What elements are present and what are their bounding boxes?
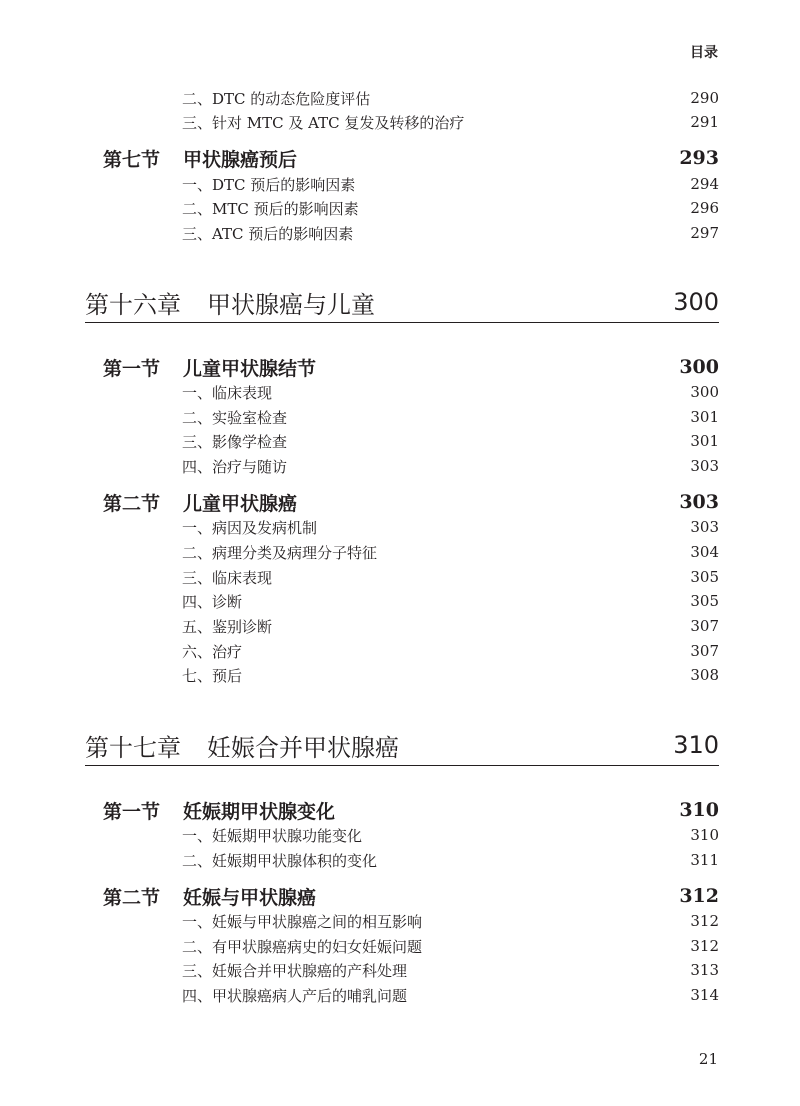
item-title: 一、妊娠与甲状腺癌之间的相互影响	[182, 912, 423, 931]
chapter-title: 甲状腺癌与儿童	[207, 290, 375, 319]
toc-item[interactable]	[182, 935, 719, 957]
toc-item[interactable]	[182, 516, 719, 538]
toc-section[interactable]	[103, 882, 719, 910]
toc-item[interactable]	[182, 566, 719, 588]
item-title: 四、甲状腺癌病人产后的哺乳问题	[182, 986, 408, 1005]
item-title: 五、鉴别诊断	[182, 617, 273, 636]
section-title: 儿童甲状腺癌	[183, 492, 298, 515]
section-page: 310	[679, 799, 719, 821]
item-page: 304	[690, 543, 719, 561]
item-title: 三、影像学检查	[182, 432, 288, 451]
toc-item[interactable]	[182, 910, 719, 932]
item-title: 三、针对 MTC 及 ATC 复发及转移的治疗	[182, 113, 465, 132]
toc-item[interactable]	[182, 664, 719, 686]
item-page: 291	[690, 113, 719, 131]
item-page: 313	[690, 961, 719, 979]
item-page: 301	[690, 432, 719, 450]
toc-section[interactable]	[103, 796, 719, 824]
section-page: 312	[679, 885, 719, 907]
section-page: 300	[679, 356, 719, 378]
item-title: 二、DTC 的动态危险度评估	[182, 89, 371, 108]
item-page: 297	[690, 224, 719, 242]
toc-item[interactable]	[182, 173, 719, 195]
chapter-number: 第十六章	[85, 290, 181, 319]
item-title: 六、治疗	[182, 642, 243, 661]
item-title: 四、诊断	[182, 592, 243, 611]
item-title: 三、临床表现	[182, 568, 273, 587]
toc-item[interactable]	[182, 381, 719, 403]
toc-item[interactable]	[182, 640, 719, 662]
toc-item[interactable]	[182, 430, 719, 452]
item-page: 307	[690, 617, 719, 635]
toc-item[interactable]	[182, 590, 719, 612]
item-title: 四、治疗与随访	[182, 457, 288, 476]
item-title: 二、有甲状腺癌病史的妇女妊娠问题	[182, 937, 423, 956]
item-page: 290	[690, 89, 719, 107]
toc-section[interactable]	[103, 353, 719, 381]
section-title: 妊娠期甲状腺变化	[183, 800, 336, 823]
section-title: 妊娠与甲状腺癌	[183, 886, 317, 909]
item-title: 一、临床表现	[182, 383, 273, 402]
toc-chapter[interactable]	[85, 282, 719, 323]
section-number: 第七节	[103, 148, 161, 171]
item-page: 311	[690, 851, 719, 869]
toc-section[interactable]	[103, 144, 719, 172]
section-number: 第二节	[103, 492, 161, 515]
item-page: 314	[690, 986, 719, 1004]
item-title: 三、妊娠合并甲状腺癌的产科处理	[182, 961, 408, 980]
running-head: 目录	[690, 45, 718, 61]
page-number: 21	[698, 1050, 718, 1068]
item-page: 307	[690, 642, 719, 660]
item-title: 二、妊娠期甲状腺体积的变化	[182, 851, 378, 870]
item-page: 303	[690, 518, 719, 536]
toc-item[interactable]	[182, 849, 719, 871]
toc-item[interactable]	[182, 406, 719, 428]
item-page: 301	[690, 408, 719, 426]
item-page: 305	[690, 568, 719, 586]
section-number: 第一节	[103, 800, 161, 823]
toc-item[interactable]	[182, 197, 719, 219]
toc-item[interactable]	[182, 455, 719, 477]
item-page: 296	[690, 199, 719, 217]
toc-chapter[interactable]	[85, 725, 719, 766]
section-title: 儿童甲状腺结节	[183, 357, 317, 380]
chapter-title: 妊娠合并甲状腺癌	[207, 733, 399, 762]
toc-item[interactable]	[182, 615, 719, 637]
section-page: 293	[679, 147, 719, 169]
section-number: 第二节	[103, 886, 161, 909]
item-title: 一、DTC 预后的影响因素	[182, 175, 356, 194]
item-page: 303	[690, 457, 719, 475]
item-page: 312	[690, 912, 719, 930]
toc-item[interactable]	[182, 959, 719, 981]
item-page: 294	[690, 175, 719, 193]
section-page: 303	[679, 491, 719, 513]
item-page: 305	[690, 592, 719, 610]
item-page: 312	[690, 937, 719, 955]
item-title: 七、预后	[182, 666, 243, 685]
item-title: 一、妊娠期甲状腺功能变化	[182, 826, 363, 845]
item-title: 二、病理分类及病理分子特征	[182, 543, 378, 562]
item-title: 二、MTC 预后的影响因素	[182, 199, 359, 218]
chapter-page: 300	[673, 288, 719, 316]
item-page: 310	[690, 826, 719, 844]
toc-item[interactable]	[182, 541, 719, 563]
toc-item[interactable]	[182, 87, 719, 109]
toc-section[interactable]	[103, 488, 719, 516]
section-title: 甲状腺癌预后	[183, 148, 298, 171]
chapter-number: 第十七章	[85, 733, 181, 762]
chapter-page: 310	[673, 731, 719, 759]
item-title: 二、实验室检查	[182, 408, 288, 427]
item-page: 300	[690, 383, 719, 401]
toc-item[interactable]	[182, 222, 719, 244]
section-number: 第一节	[103, 357, 161, 380]
item-title: 一、病因及发病机制	[182, 518, 318, 537]
toc-item[interactable]	[182, 111, 719, 133]
toc-item[interactable]	[182, 984, 719, 1006]
toc-item[interactable]	[182, 824, 719, 846]
item-title: 三、ATC 预后的影响因素	[182, 224, 354, 243]
item-page: 308	[690, 666, 719, 684]
